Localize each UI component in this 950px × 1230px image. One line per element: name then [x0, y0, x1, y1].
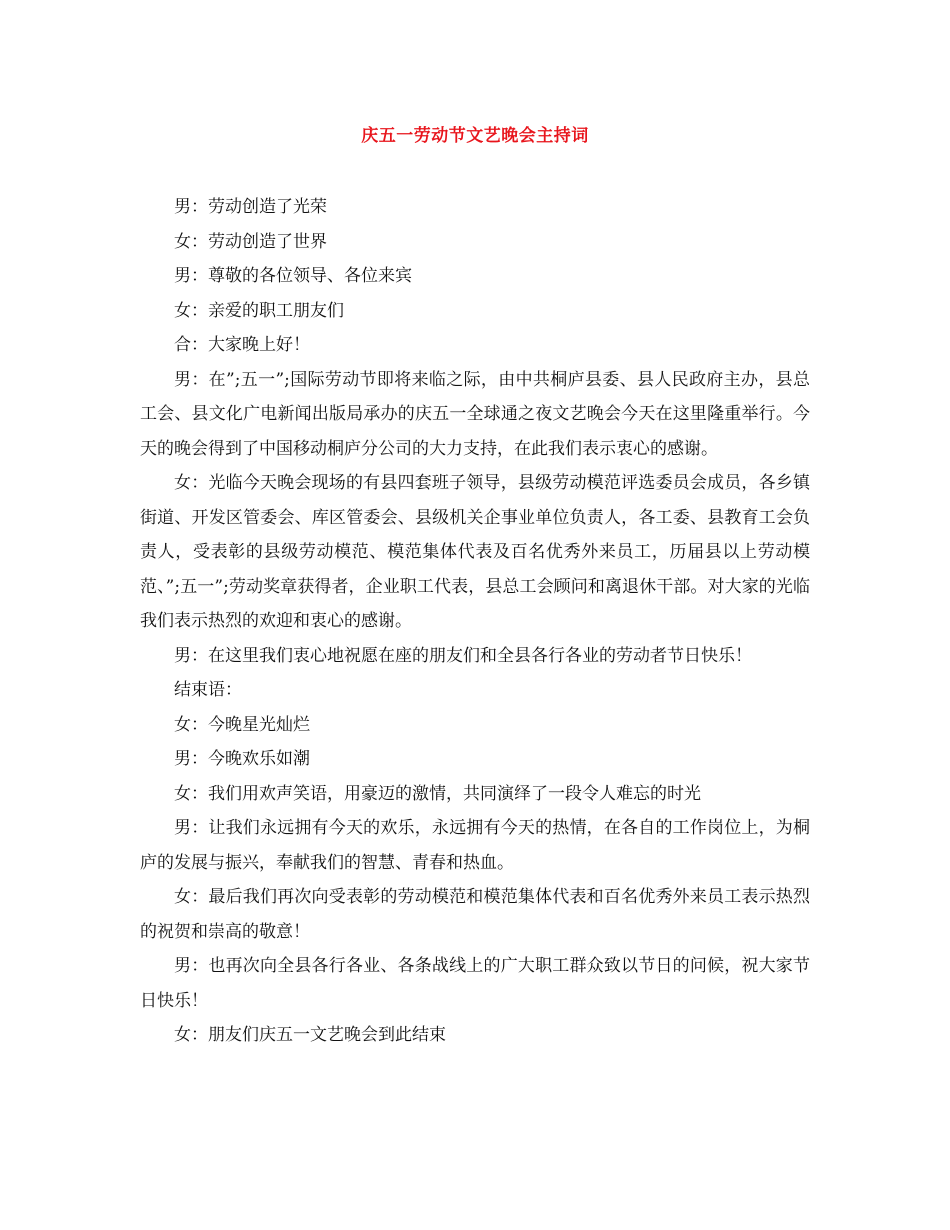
paragraph: 女：朋友们庆五一文艺晚会到此结束: [174, 1025, 446, 1045]
paragraph: 男：今晚欢乐如潮: [174, 749, 310, 769]
paragraph: 女：我们用欢声笑语，用豪迈的激情，共同演绎了一段令人难忘的时光: [174, 783, 701, 804]
paragraph: 女：亲爱的职工朋友们: [174, 300, 344, 321]
paragraph: 女：光临今天晚会现场的有县四套班子领导，县级劳动模范评选委员会成员，各乡镇街道、开发区管委会、库区管委会、县级机关企事业单位负责人，各工委、县教育工会负责人，受表彰的县级劳动模范、模范集体代表及百名优秀外来员工，历届县以上劳动模范、”;五一”;劳动奖章获得者，企业职工代表，县总工会顾问和离退休干部。对大家的光临我们表示热烈的欢迎和衷心的感谢。: [140, 473, 810, 631]
section-heading: 结束语：: [174, 680, 242, 700]
paragraph: 男：在这里我们衷心地祝愿在座的朋友们和全县各行各业的劳动者节日快乐！: [174, 645, 752, 666]
paragraph: 男：在”;五一”;国际劳动节即将来临之际，由中共桐庐县委、县人民政府主办，县总工会、县文化广电新闻出版局承办的庆五一全球通之夜文艺晚会今天在这里隆重举行。今天的晚会得到了中国移动桐庐分公司的大力支持，在此我们表示衷心的感谢。: [140, 369, 810, 459]
document-body: [140, 190, 810, 1053]
paragraph: 男：尊敬的各位领导、各位来宾: [174, 266, 412, 286]
paragraph: 女：最后我们再次向受表彰的劳动模范和模范集体代表和百名优秀外来员工表示热烈的祝贺和崇高的敬意！: [140, 887, 810, 942]
paragraph: 男：让我们永远拥有今天的欢乐，永远拥有今天的热情，在各自的工作岗位上，为桐庐的发展与振兴，奉献我们的智慧、青春和热血。: [140, 818, 810, 873]
paragraph: 女：劳动创造了世界: [174, 231, 327, 252]
document-title: 庆五一劳动节文艺晚会主持词: [361, 126, 589, 146]
paragraph: 女：今晚星光灿烂: [174, 714, 310, 735]
paragraph: 男：劳动创造了光荣: [174, 197, 327, 217]
paragraph: 男：也再次向全县各行各业、各条战线上的广大职工群众致以节日的问候，祝大家节日快乐！: [140, 956, 810, 1011]
paragraph: 合：大家晚上好！: [174, 335, 310, 355]
